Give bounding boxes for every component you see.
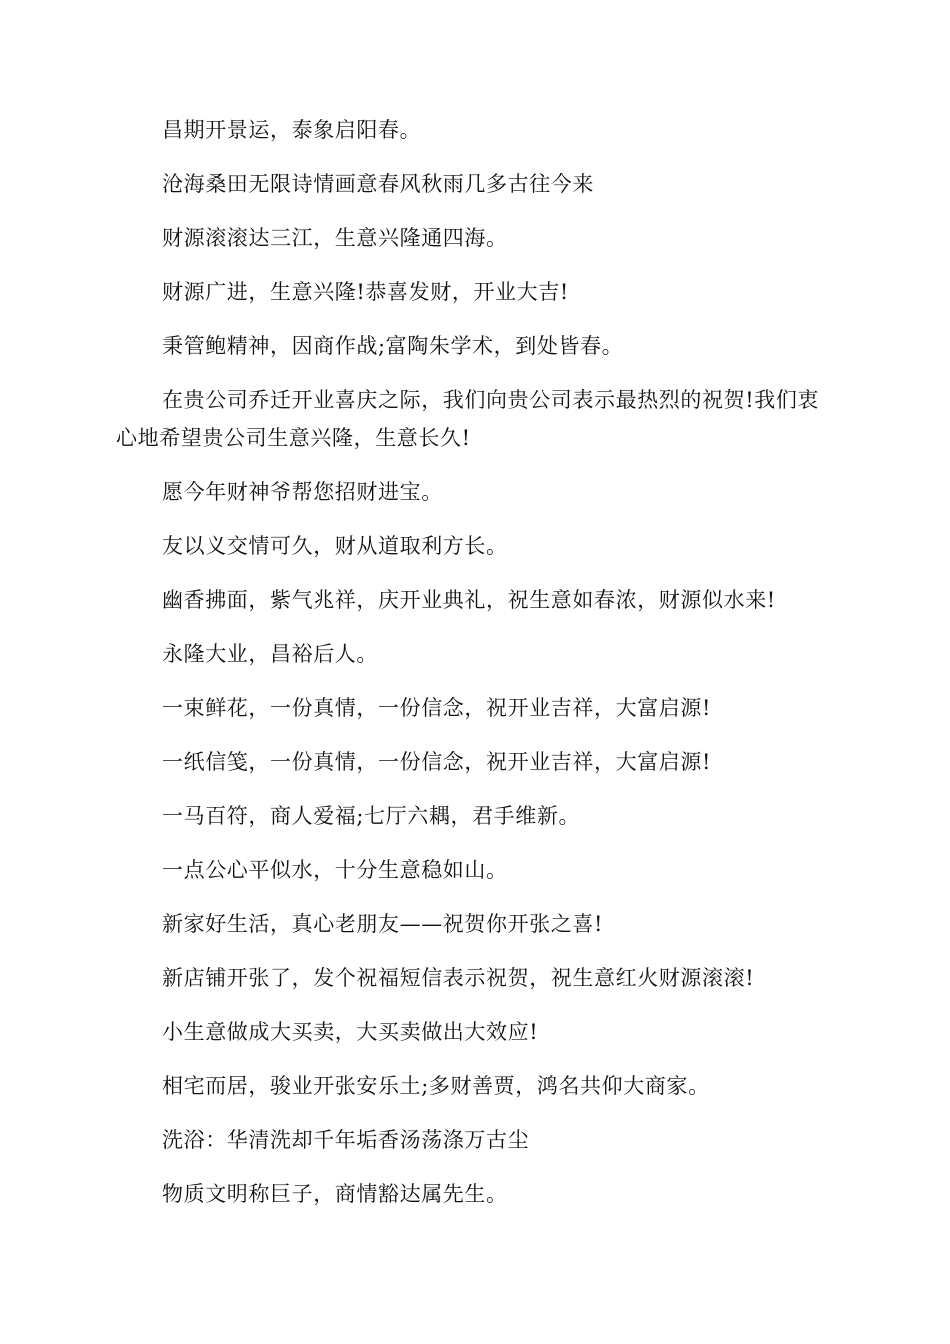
paragraph: 新家好生活，真心老朋友——祝贺你开张之喜!	[162, 911, 604, 936]
paragraph: 幽香拂面，紫气兆祥，庆开业典礼，祝生意如春浓，财源似水来!	[162, 587, 776, 612]
paragraph: 在贵公司乔迁开业喜庆之际，我们向贵公司表示最热烈的祝贺!我们衷心地希望贵公司生意兴隆，生意长久!	[116, 388, 820, 450]
paragraph: 沧海桑田无限诗情画意春风秋雨几多古往今来	[162, 172, 594, 196]
paragraph: 洗浴：华清洗却千年垢香汤荡涤万古尘	[162, 1127, 530, 1152]
paragraph: 友以义交情可久，财从道取利方长。	[162, 533, 508, 558]
paragraph: 昌期开景运，泰象启阳春。	[162, 118, 422, 142]
paragraph: 相宅而居，骏业开张安乐土;多财善贾，鸿名共仰大商家。	[162, 1073, 710, 1098]
paragraph: 一马百符，商人爱福;七厅六耦，君手维新。	[162, 803, 581, 828]
paragraph: 一纸信笺，一份真情，一份信念，祝开业吉祥，大富启源!	[162, 749, 712, 774]
paragraph: 新店铺开张了，发个祝福短信表示祝贺，祝生意红火财源滚滚!	[162, 965, 755, 990]
paragraph: 愿今年财神爷帮您招财进宝。	[162, 479, 443, 504]
paragraph: 小生意做成大买卖，大买卖做出大效应!	[162, 1019, 539, 1044]
paragraph: 永隆大业，昌裕后人。	[162, 641, 378, 666]
document-body	[116, 112, 836, 1230]
paragraph: 一束鲜花，一份真情，一份信念，祝开业吉祥，大富启源!	[162, 695, 712, 720]
paragraph: 财源滚滚达三江，生意兴隆通四海。	[162, 226, 508, 250]
paragraph: 财源广进，生意兴隆!恭喜发财，开业大吉!	[162, 280, 569, 304]
paragraph: 一点公心平似水，十分生意稳如山。	[162, 857, 508, 882]
paragraph: 秉管鲍精神，因商作战;富陶朱学术，到处皆春。	[162, 334, 624, 358]
paragraph: 物质文明称巨子，商情豁达属先生。	[162, 1181, 508, 1206]
